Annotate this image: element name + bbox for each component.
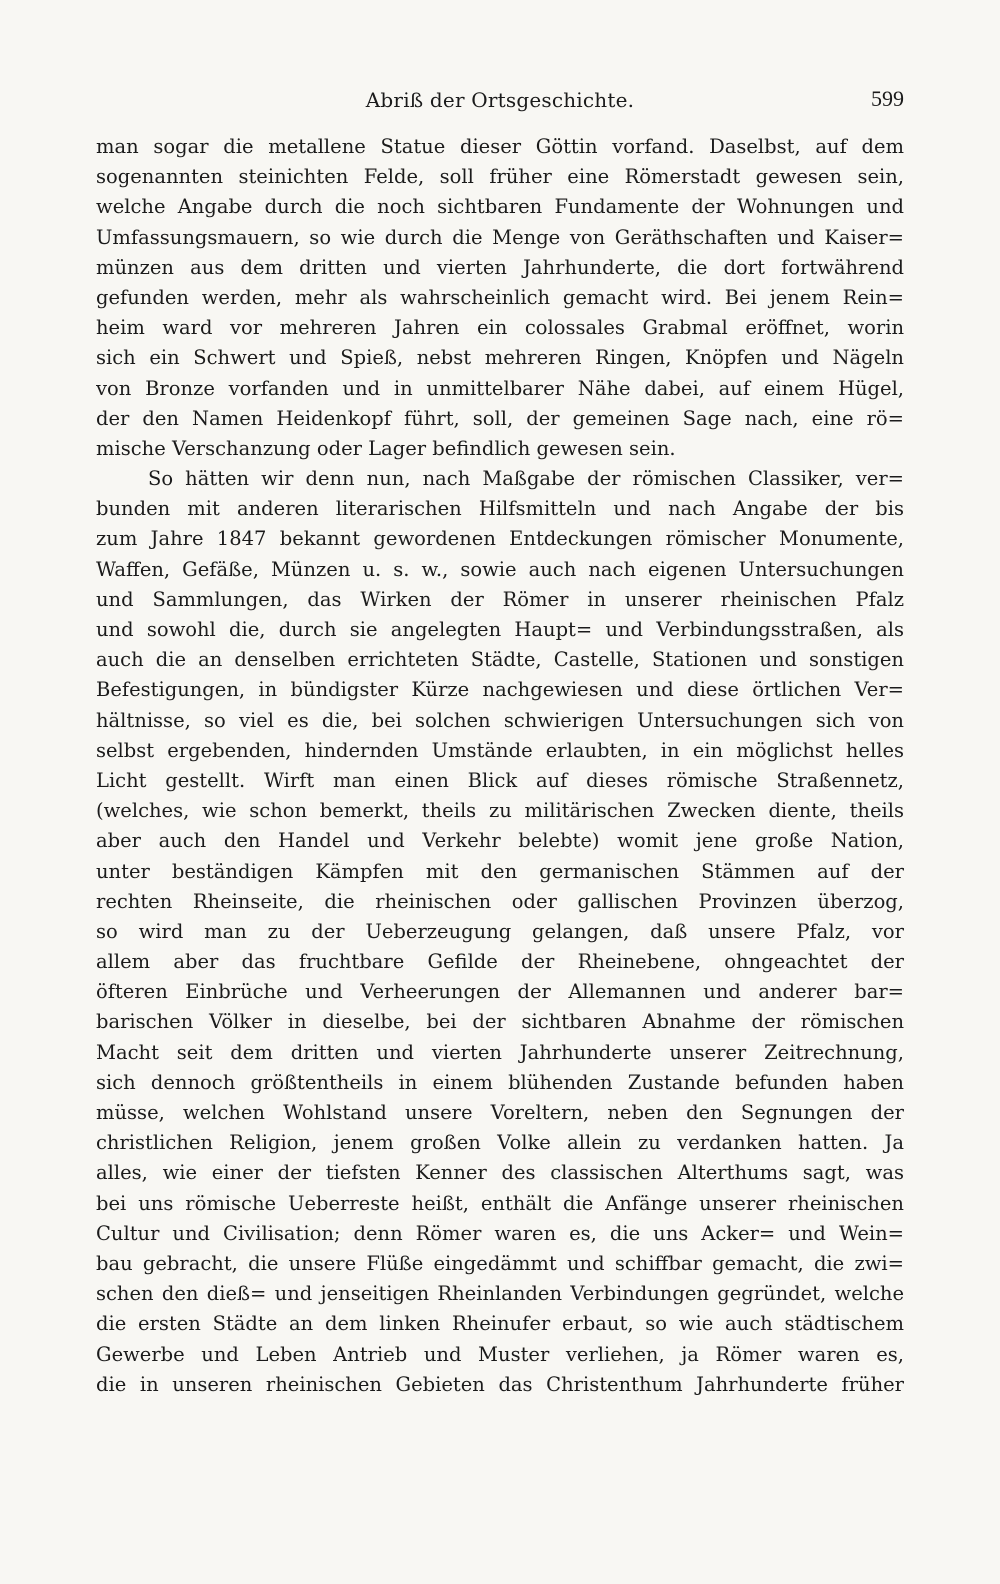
text-line: mische Verschanzung oder Lager befindlich gewesen sein. — [96, 436, 676, 460]
text-line: Macht seit dem dritten und vierten Jahrhunderte unserer Zeitrechnung, — [96, 1040, 904, 1064]
text-line: Umfassungsmauern, so wie durch die Menge von Geräthschaften und Kaiser= — [96, 225, 904, 249]
text-line: rechten Rheinseite, die rheinischen oder gallischen Provinzen überzog, — [96, 889, 904, 913]
running-head — [96, 86, 904, 116]
text-line: und Sammlungen, das Wirken der Römer in unserer rheinischen Pfalz — [96, 587, 904, 611]
text-line: sich dennoch größtentheils in einem blühenden Zustande befunden haben — [96, 1070, 904, 1094]
text-line: heim ward vor mehreren Jahren ein colossales Grabmal eröffnet, worin — [96, 316, 904, 340]
text-line: bau gebracht, die unsere Flüße eingedämmt und schiffbar gemacht, die zwi= — [96, 1251, 904, 1275]
text-line: allem aber das fruchtbare Gefilde der Rheinebene, ohngeachtet der — [96, 950, 904, 974]
text-line: bei uns römische Ueberreste heißt, enthält die Anfänge unserer rheinischen — [96, 1191, 904, 1215]
text-line: und sowohl die, durch sie angelegten Haupt= und Verbindungsstraßen, als — [96, 618, 904, 641]
text-line: Cultur und Civilisation; denn Römer waren es, die uns Acker= und Wein= — [96, 1221, 904, 1245]
text-line: (welches, wie schon bemerkt, theils zu militärischen Zwecken diente, theils — [96, 799, 904, 823]
text-line: auch die an denselben errichteten Städte, Castelle, Stationen und sonstigen — [96, 648, 904, 672]
text-line: die in unseren rheinischen Gebieten das Christenthum Jahrhunderte früher — [96, 1372, 904, 1396]
text-line: alles, wie einer der tiefsten Kenner des classischen Alterthums sagt, was — [96, 1161, 904, 1185]
text-line: welche Angabe durch die noch sichtbaren Fundamente der Wohnungen und — [96, 195, 904, 219]
text-line: selbst ergebenden, hindernden Umstände erlaubten, in ein möglichst helles — [96, 738, 904, 762]
text-line: sogenannten steinichten Felde, soll früher eine Römerstadt gewesen sein, — [96, 165, 904, 189]
text-line: man sogar die metallene Statue dieser Göttin vorfand. Daselbst, auf dem — [96, 135, 904, 158]
text-line: müsse, welchen Wohlstand unsere Voreltern, neben den Segnungen der — [96, 1101, 904, 1124]
text-line: schen den dieß= und jenseitigen Rheinlanden Verbindungen gegründet, welche — [96, 1282, 904, 1306]
running-title: Abriß der Ortsgeschichte. — [365, 88, 635, 112]
text-line: zum Jahre 1847 bekannt gewordenen Entdeckungen römischer Monumente, — [96, 527, 904, 551]
text-line: unter beständigen Kämpfen mit den germanischen Stämmen auf der — [96, 859, 904, 883]
text-line: öfteren Einbrüche und Verheerungen der Allemannen und anderer bar= — [96, 980, 904, 1004]
text-line: die ersten Städte an dem linken Rheinufer erbaut, so wie auch städtischem — [96, 1312, 904, 1336]
paragraph-first-line: So hätten wir denn nun, nach Maßgabe der römischen Classiker, ver= — [148, 467, 904, 491]
page-number: 599 — [871, 86, 904, 111]
text-line: bunden mit anderen literarischen Hilfsmitteln und nach Angabe der bis — [96, 497, 904, 521]
text-line: Waffen, Gefäße, Münzen u. s. w., sowie auch nach eigenen Untersuchungen — [96, 557, 904, 581]
text-line: von Bronze vorfanden und in unmittelbarer Nähe dabei, auf einem Hügel, — [96, 376, 904, 400]
text-line: so wird man zu der Ueberzeugung gelangen, daß unsere Pfalz, vor — [96, 919, 904, 943]
text-line: Gewerbe und Leben Antrieb und Muster verliehen, ja Römer waren es, — [96, 1342, 904, 1366]
text-line: aber auch den Handel und Verkehr belebte) womit jene große Nation, — [96, 829, 904, 853]
body-text — [96, 132, 904, 1400]
text-line: der den Namen Heidenkopf führt, soll, der gemeinen Sage nach, eine rö= — [96, 406, 904, 430]
text-line: münzen aus dem dritten und vierten Jahrhunderte, die dort fortwährend — [96, 255, 904, 279]
text-line: christlichen Religion, jenem großen Volke allein zu verdanken hatten. Ja — [96, 1131, 904, 1155]
text-line: gefunden werden, mehr als wahrscheinlich gemacht wird. Bei jenem Rein= — [96, 285, 904, 309]
text-line: hältnisse, so viel es die, bei solchen schwierigen Untersuchungen sich von — [96, 708, 904, 732]
text-line: Befestigungen, in bündigster Kürze nachgewiesen und diese örtlichen Ver= — [96, 678, 904, 702]
text-line: sich ein Schwert und Spieß, nebst mehreren Ringen, Knöpfen und Nägeln — [96, 346, 904, 370]
text-line: barischen Völker in dieselbe, bei der sichtbaren Abnahme der römischen — [96, 1010, 904, 1034]
text-line: Licht gestellt. Wirft man einen Blick auf dieses römische Straßennetz, — [96, 768, 904, 792]
